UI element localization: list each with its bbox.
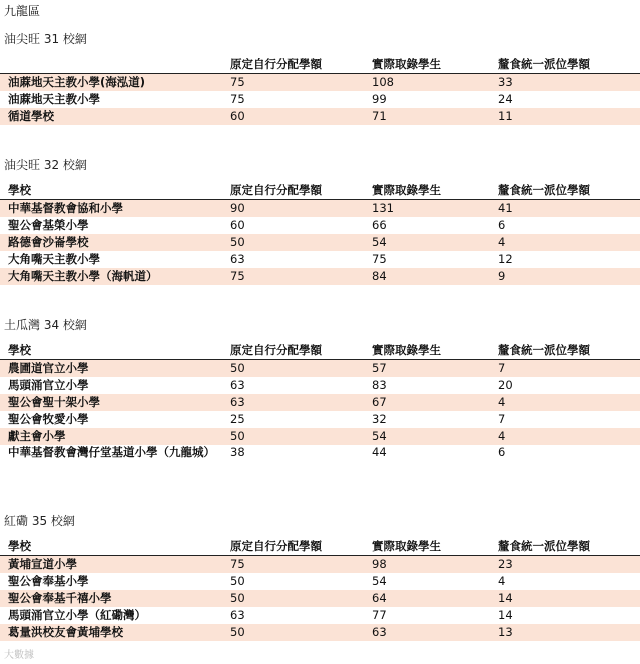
table-row [0,411,640,428]
admitted-value: 75 [372,252,387,266]
central-value: 33 [498,75,513,89]
section-title: 紅磡 35 校網 [4,514,75,528]
table-row [0,91,640,108]
table-35 [0,538,640,641]
central-value: 20 [498,378,513,392]
header-central: 釐食統一派位學額 [498,539,590,553]
region-title: 九龍區 [4,4,41,18]
school-name: 聖公會基榮小學 [8,218,89,232]
section-title: 土瓜灣 34 校網 [4,318,87,332]
header-admitted: 實際取錄學生 [372,183,441,197]
quota-value: 63 [230,378,245,392]
admitted-value: 63 [372,625,387,639]
central-value: 7 [498,412,506,426]
admitted-value: 77 [372,608,387,622]
quota-value: 63 [230,608,245,622]
admitted-value: 84 [372,269,387,283]
admitted-value: 83 [372,378,387,392]
header-quota: 原定自行分配學額 [230,343,322,357]
quota-value: 50 [230,361,245,375]
admitted-value: 108 [372,75,394,89]
quota-value: 75 [230,557,245,571]
header-school: 學校 [8,539,31,553]
quota-value: 60 [230,218,245,232]
header-central: 釐食統一派位學額 [498,343,590,357]
header-central: 釐食統一派位學額 [498,57,590,71]
admitted-value: 54 [372,429,387,443]
table-row [0,394,640,411]
table-row [0,360,640,377]
admitted-value: 44 [372,445,387,459]
table-row [0,624,640,641]
school-name: 中華基督教會協和小學 [8,201,123,215]
admitted-value: 32 [372,412,387,426]
admitted-value: 67 [372,395,387,409]
school-name: 大角嘴天主教小學（海帆道） [8,269,158,283]
quota-value: 50 [230,574,245,588]
table-row [0,268,640,285]
school-name: 馬頭涌官立小學 [8,378,89,392]
central-value: 12 [498,252,513,266]
admitted-value: 98 [372,557,387,571]
quota-value: 75 [230,269,245,283]
table-31 [0,56,640,125]
school-name: 馬頭涌官立小學（紅磡灣） [8,608,146,622]
table-34 [0,342,640,477]
central-value: 41 [498,201,513,215]
admitted-value: 54 [372,574,387,588]
admitted-value: 54 [372,235,387,249]
admitted-value: 131 [372,201,394,215]
table-row [0,556,640,573]
school-name: 聖公會牧愛小學 [8,412,89,426]
section-title: 油尖旺 32 校網 [4,158,87,172]
school-name: 黃埔宣道小學 [8,557,77,571]
school-name: 農圃道官立小學 [8,361,89,375]
quota-value: 75 [230,75,245,89]
quota-value: 50 [230,625,245,639]
school-name: 聖公會聖十架小學 [8,395,100,409]
table-row [0,217,640,234]
admitted-value: 66 [372,218,387,232]
central-value: 4 [498,574,506,588]
central-value: 4 [498,235,506,249]
table-32 [0,182,640,285]
school-name: 葛量洪校友會黃埔學校 [8,625,123,639]
header-central: 釐食統一派位學額 [498,183,590,197]
central-value: 11 [498,109,513,123]
central-value: 14 [498,608,513,622]
table-header [0,56,640,74]
central-value: 24 [498,92,513,106]
header-quota: 原定自行分配學額 [230,183,322,197]
quota-value: 50 [230,591,245,605]
table-row [0,377,640,394]
school-name: 循道學校 [8,109,54,123]
admitted-value: 71 [372,109,387,123]
table-header [0,538,640,556]
table-row [0,234,640,251]
central-value: 23 [498,557,513,571]
school-name: 聖公會奉基小學 [8,574,89,588]
table-row [0,428,640,445]
central-value: 4 [498,395,506,409]
school-name: 獻主會小學 [8,429,66,443]
admitted-value: 99 [372,92,387,106]
table-row [0,445,640,477]
watermark-logo: 大數據 [4,650,34,661]
table-row [0,251,640,268]
school-name: 路德會沙崙學校 [8,235,89,249]
school-name: 大角嘴天主教小學 [8,252,100,266]
quota-value: 90 [230,201,245,215]
central-value: 7 [498,361,506,375]
central-value: 13 [498,625,513,639]
table-row [0,108,640,125]
school-name: 中華基督教會灣仔堂基道小學（九龍城） [8,445,215,459]
header-admitted: 實際取錄學生 [372,57,441,71]
admitted-value: 64 [372,591,387,605]
school-name: 油蔴地天主教小學(海泓道) [8,75,146,89]
quota-value: 63 [230,395,245,409]
quota-value: 75 [230,92,245,106]
central-value: 6 [498,218,506,232]
quota-value: 50 [230,429,245,443]
central-value: 14 [498,591,513,605]
quota-value: 60 [230,109,245,123]
header-admitted: 實際取錄學生 [372,539,441,553]
header-quota: 原定自行分配學額 [230,539,322,553]
table-header [0,182,640,200]
table-row [0,607,640,624]
header-school: 學校 [8,343,31,357]
table-row [0,573,640,590]
school-name: 聖公會奉基千禧小學 [8,591,112,605]
school-name: 油蔴地天主教小學 [8,92,100,106]
header-school: 學校 [8,183,31,197]
admitted-value: 57 [372,361,387,375]
central-value: 6 [498,445,506,459]
quota-value: 25 [230,412,245,426]
central-value: 4 [498,429,506,443]
quota-value: 50 [230,235,245,249]
central-value: 9 [498,269,506,283]
section-title: 油尖旺 31 校網 [4,32,87,46]
header-admitted: 實際取錄學生 [372,343,441,357]
table-header [0,342,640,360]
quota-value: 38 [230,445,245,459]
table-row [0,590,640,607]
table-row [0,200,640,217]
header-quota: 原定自行分配學額 [230,57,322,71]
quota-value: 63 [230,252,245,266]
table-row [0,74,640,91]
